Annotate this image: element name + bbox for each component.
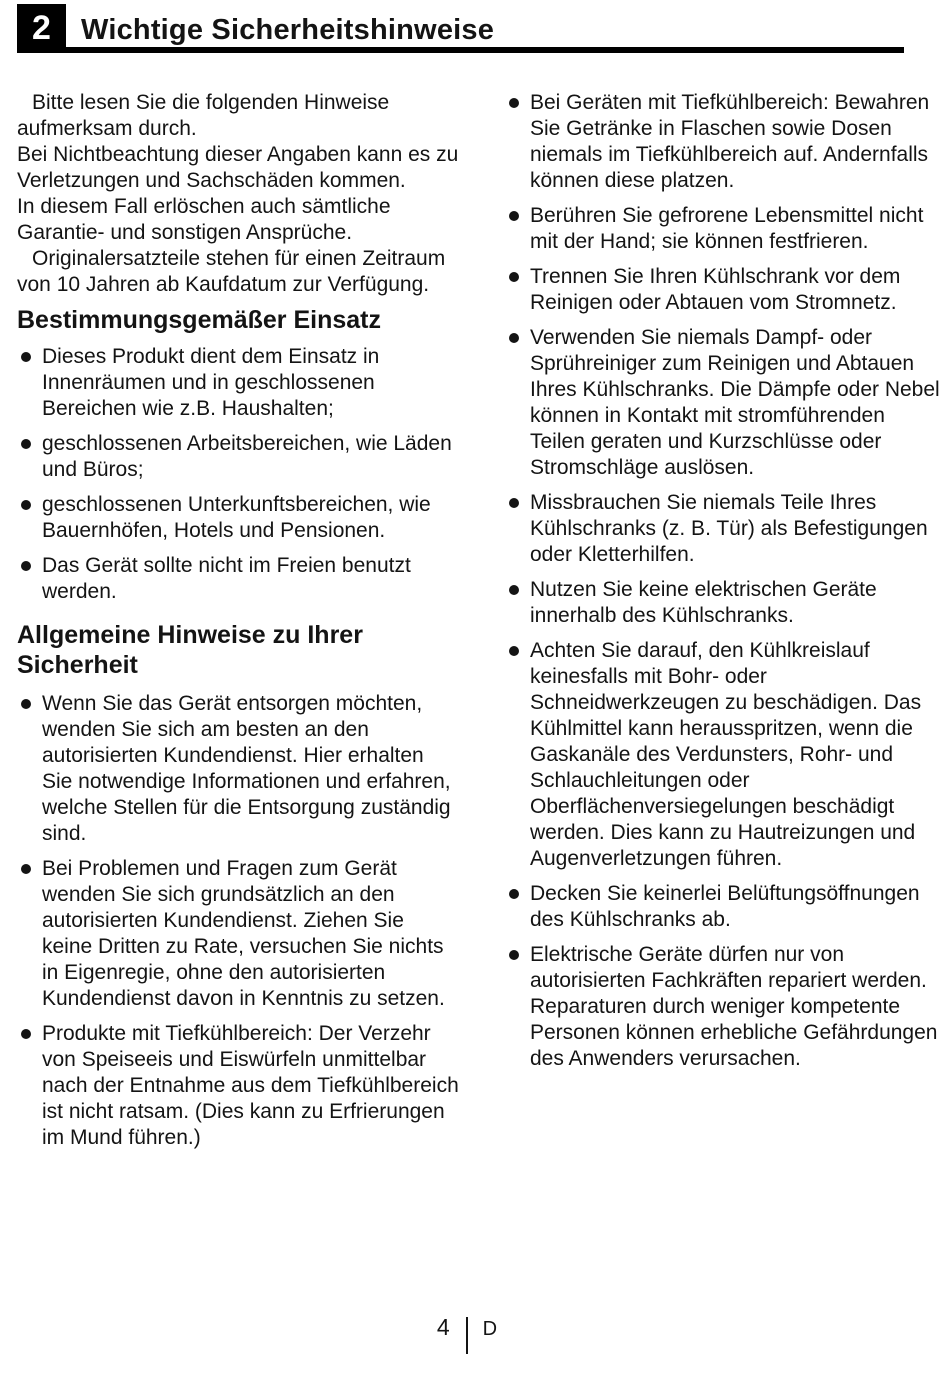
bullet-icon	[509, 889, 519, 899]
list-item-text: Trennen Sie Ihren Kühlschrank vor dem Reinigen oder Abtauen vom Stromnetz.	[530, 265, 901, 314]
list-item-text: Bei Problemen und Fragen zum Gerät wenden Sie sich grundsätzlich an den autorisierten Kundendienst. Ziehen Sie keine Dritten zu Rate, versuchen Sie nichts in Eigenregie, ohne den autorisierten Kundendienst davon in Kenntnis zu setzen.	[42, 857, 445, 1010]
list-item	[17, 344, 459, 422]
section-heading-general-safety: Allgemeine Hinweise zu Ihrer Sicherheit	[17, 621, 363, 679]
list-item	[505, 264, 942, 316]
bullet-icon	[21, 1029, 31, 1039]
bullet-icon	[509, 950, 519, 960]
left-column	[17, 90, 459, 1160]
bullet-icon	[509, 498, 519, 508]
chapter-number-box	[17, 4, 66, 53]
list-item	[505, 942, 942, 1072]
page-footer	[0, 1313, 950, 1354]
list-item-text: Verwenden Sie niemals Dampf- oder Sprühreiniger zum Reinigen und Abtauen Ihres Kühlschranks. Die Dämpfe oder Nebel können in Kontakt mit stromführenden Teilen geraten und Kurzschlüsse oder Stromschläge auslösen.	[530, 326, 940, 479]
page-number: 4	[436, 1314, 450, 1340]
bullet-icon	[509, 646, 519, 656]
bullet-icon	[21, 864, 31, 874]
list-item	[17, 1021, 459, 1151]
list-item	[505, 90, 942, 194]
language-code: D	[482, 1318, 498, 1340]
list-item-text: Nutzen Sie keine elektrischen Geräte innerhalb des Kühlschranks.	[530, 578, 877, 627]
list-item-text: Missbrauchen Sie niemals Teile Ihres Kühlschranks (z. B. Tür) als Befestigungen oder Kletterhilfen.	[530, 491, 928, 566]
bullet-icon	[21, 561, 31, 571]
chapter-number: 2	[32, 9, 51, 47]
bullet-icon	[21, 439, 31, 449]
list-item-text: Decken Sie keinerlei Belüftungsöffnungen des Kühlschranks ab.	[530, 882, 920, 931]
list-item-text: Dieses Produkt dient dem Einsatz in Innenräumen und in geschlossenen Bereichen wie z.B. Haushalten;	[42, 345, 380, 420]
intended-use-list	[17, 344, 459, 605]
bullet-icon	[509, 585, 519, 595]
bullet-icon	[21, 500, 31, 510]
bullet-icon	[509, 211, 519, 221]
list-item	[505, 490, 942, 568]
list-item	[505, 203, 942, 255]
list-item-text: Wenn Sie das Gerät entsorgen möchten, wenden Sie sich am besten an den autorisierten Kundendienst. Hier erhalten Sie notwendige Informationen und erfahren, welche Stellen für die Entsorgung zuständig sind.	[42, 692, 451, 845]
intro-paragraph: Originalersatzteile stehen für einen Zeitraum von 10 Jahren ab Kaufdatum zur Verfügung.	[17, 247, 446, 296]
intro-paragraph: Bitte lesen Sie die folgenden Hinweise aufmerksam durch.	[17, 91, 390, 140]
list-item	[505, 638, 942, 872]
bullet-icon	[509, 272, 519, 282]
page-title: Wichtige Sicherheitshinweise	[81, 14, 495, 46]
section-heading-intended-use: Bestimmungsgemäßer Einsatz	[17, 306, 381, 334]
general-safety-list-right	[505, 90, 942, 1072]
list-item-text: Bei Geräten mit Tiefkühlbereich: Bewahren Sie Getränke in Flaschen sowie Dosen niemals im Tiefkühlbereich auf. Andernfalls können diese platzen.	[530, 91, 930, 192]
bullet-icon	[21, 352, 31, 362]
list-item	[17, 431, 459, 483]
list-item-text: Produkte mit Tiefkühlbereich: Der Verzehr von Speiseeis und Eiswürfeln unmittelbar nach der Entnahme aus dem Tiefkühlbereich ist nicht ratsam. (Dies kann zu Erfrierungen im Mund führen.)	[42, 1022, 459, 1149]
list-item	[505, 325, 942, 481]
bullet-icon	[509, 333, 519, 343]
list-item	[17, 553, 459, 605]
list-item	[505, 577, 942, 629]
list-item-text: geschlossenen Unterkunftsbereichen, wie Bauernhöfen, Hotels und Pensionen.	[42, 493, 431, 542]
bullet-icon	[509, 98, 519, 108]
list-item	[505, 881, 942, 933]
right-column	[505, 90, 942, 1081]
footer-divider	[466, 1317, 468, 1354]
list-item-text: Achten Sie darauf, den Kühlkreislauf keinesfalls mit Bohr- oder Schneidwerkzeugen zu beschädigen. Das Kühlmittel kann herausspritzen, wenn die Gaskanäle des Verdunsters, Rohr- und Schlauchleitungen oder Oberflächenversiegelungen beschädigt werden. Dies kann zu Hautreizungen und Augenverletzungen führen.	[530, 639, 922, 870]
footer-group	[437, 1313, 497, 1354]
list-item	[17, 691, 459, 847]
intro-paragraph: Bei Nichtbeachtung dieser Angaben kann es zu Verletzungen und Sachschäden kommen.	[17, 143, 459, 192]
list-item	[17, 492, 459, 544]
list-item-text: Das Gerät sollte nicht im Freien benutzt werden.	[42, 554, 411, 603]
general-safety-list-left	[17, 691, 459, 1151]
header-rule	[17, 47, 904, 53]
list-item-text: Berühren Sie gefrorene Lebensmittel nicht mit der Hand; sie können festfrieren.	[530, 204, 924, 253]
bullet-icon	[21, 699, 31, 709]
list-item-text: geschlossenen Arbeitsbereichen, wie Läden und Büros;	[42, 432, 452, 481]
list-item-text: Elektrische Geräte dürfen nur von autorisierten Fachkräften repariert werden. Reparaturen durch weniger kompetente Personen können erhebliche Gefährdungen des Anwenders verursachen.	[530, 943, 938, 1070]
list-item	[17, 856, 459, 1012]
intro-paragraph: In diesem Fall erlöschen auch sämtliche Garantie- und sonstigen Ansprüche.	[17, 195, 391, 244]
